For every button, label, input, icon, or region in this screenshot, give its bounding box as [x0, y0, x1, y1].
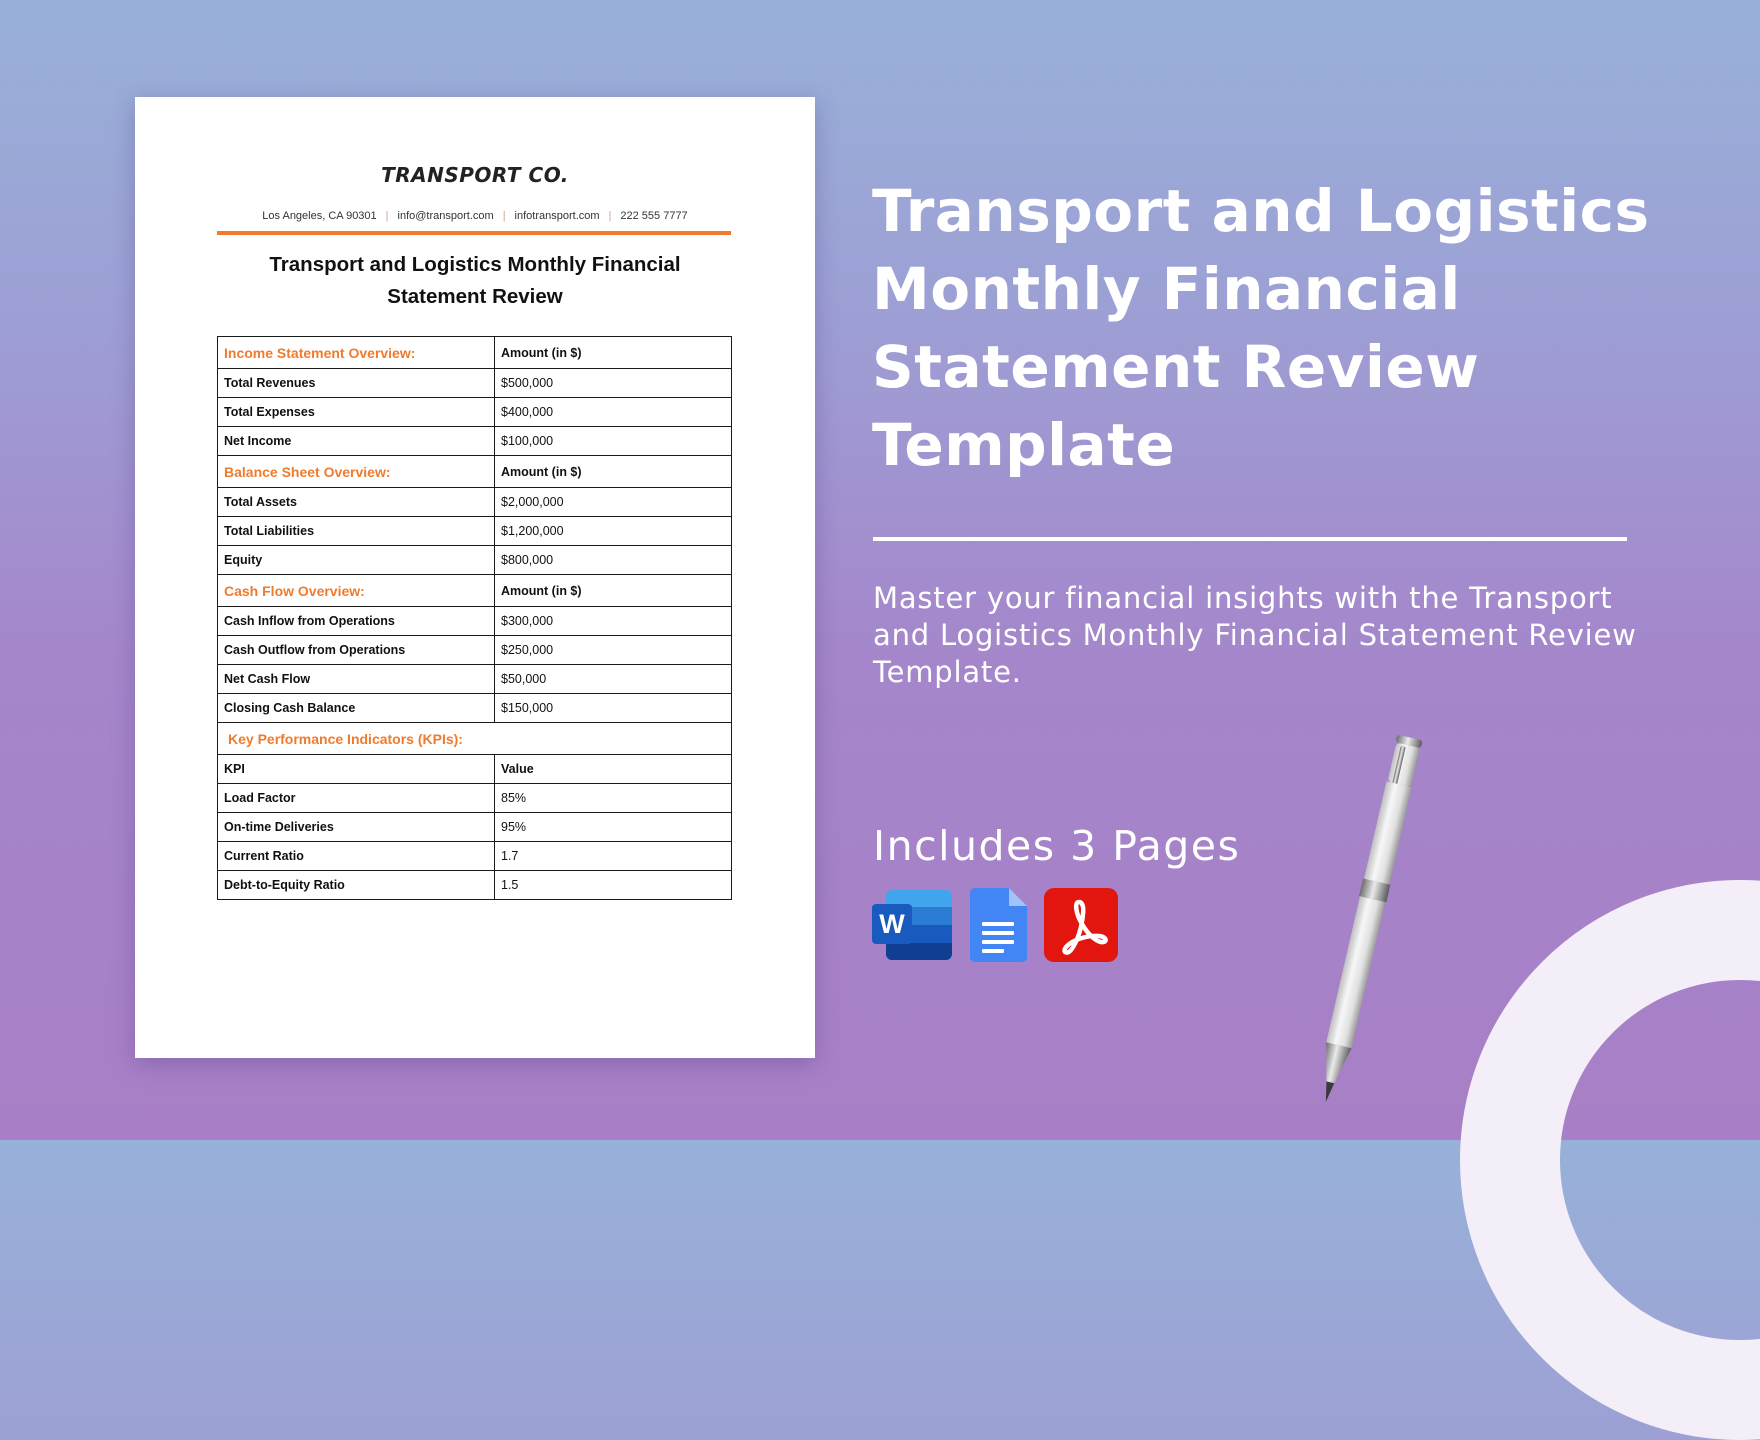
- document-title: Transport and Logistics Monthly Financial Statement Review: [269, 253, 681, 308]
- table-row: [218, 398, 732, 427]
- section-title: Cash Flow Overview:: [218, 575, 495, 607]
- section-title: Key Performance Indicators (KPIs):: [218, 723, 732, 755]
- row-label: Closing Cash Balance: [218, 694, 495, 723]
- table-row: [218, 369, 732, 398]
- pen-icon: [1300, 715, 1440, 1115]
- row-value: 85%: [495, 784, 732, 813]
- column-header: Value: [495, 755, 732, 784]
- table-row: [218, 694, 732, 723]
- row-value: $100,000: [495, 427, 732, 456]
- column-header: KPI: [218, 755, 495, 784]
- adobe-pdf-icon: [1044, 888, 1118, 962]
- row-value: $400,000: [495, 398, 732, 427]
- table-row: [218, 813, 732, 842]
- section-header-row: [218, 337, 732, 369]
- section-title: Balance Sheet Overview:: [218, 456, 495, 488]
- row-value: $50,000: [495, 665, 732, 694]
- row-value: $250,000: [495, 636, 732, 665]
- column-header: Amount (in $): [495, 456, 732, 488]
- header-divider: [217, 231, 731, 235]
- row-value: 95%: [495, 813, 732, 842]
- table-row: [218, 517, 732, 546]
- column-header: Amount (in $): [495, 575, 732, 607]
- section-title: Income Statement Overview:: [218, 337, 495, 369]
- kpi-column-header-row: [218, 755, 732, 784]
- row-label: Equity: [218, 546, 495, 575]
- row-value: $300,000: [495, 607, 732, 636]
- svg-text:W: W: [879, 909, 905, 939]
- row-label: Load Factor: [218, 784, 495, 813]
- row-value: 1.7: [495, 842, 732, 871]
- row-label: Net Income: [218, 427, 495, 456]
- table-row: [218, 871, 732, 900]
- section-header-row: [218, 456, 732, 488]
- table-row: [218, 784, 732, 813]
- hero-divider: [873, 537, 1627, 541]
- google-docs-icon: [970, 888, 1028, 962]
- pages-count-label: Includes 3 Pages: [873, 822, 1241, 870]
- row-label: Total Expenses: [218, 398, 495, 427]
- row-label: Net Cash Flow: [218, 665, 495, 694]
- microsoft-word-icon: [872, 888, 954, 962]
- section-header-row: [218, 575, 732, 607]
- contact-line: Los Angeles, CA 90301 | info@transport.com | infotransport.com | 222 555 7777: [262, 210, 688, 222]
- row-label: Total Revenues: [218, 369, 495, 398]
- table-row: [218, 842, 732, 871]
- row-value: $800,000: [495, 546, 732, 575]
- row-label: Debt-to-Equity Ratio: [218, 871, 495, 900]
- table-row: [218, 546, 732, 575]
- row-label: Cash Outflow from Operations: [218, 636, 495, 665]
- company-brand: TRANSPORT CO.: [381, 163, 569, 187]
- row-value: $1,200,000: [495, 517, 732, 546]
- row-value: 1.5: [495, 871, 732, 900]
- section-header-row: [218, 723, 732, 755]
- hero-title: Transport and Logistics Monthly Financial Statement Review Template: [872, 177, 1650, 479]
- row-value: $500,000: [495, 369, 732, 398]
- row-label: Cash Inflow from Operations: [218, 607, 495, 636]
- column-header: Amount (in $): [495, 337, 732, 369]
- table-row: [218, 665, 732, 694]
- row-label: On-time Deliveries: [218, 813, 495, 842]
- row-label: Current Ratio: [218, 842, 495, 871]
- contact-website: infotransport.com: [514, 210, 600, 222]
- financial-table: [217, 336, 732, 900]
- table-row: [218, 636, 732, 665]
- hero-description: Master your financial insights with the Transport and Logistics Monthly Financial Statement Review Template.: [873, 581, 1637, 689]
- decorative-ring: [1460, 880, 1760, 1440]
- contact-address: Los Angeles, CA 90301: [262, 210, 377, 222]
- row-label: Total Assets: [218, 488, 495, 517]
- table-row: [218, 427, 732, 456]
- document-preview: [135, 97, 815, 1058]
- row-value: $2,000,000: [495, 488, 732, 517]
- contact-phone: 222 555 7777: [620, 210, 688, 222]
- table-row: [218, 607, 732, 636]
- table-row: [218, 488, 732, 517]
- contact-email: info@transport.com: [397, 210, 494, 222]
- row-value: $150,000: [495, 694, 732, 723]
- row-label: Total Liabilities: [218, 517, 495, 546]
